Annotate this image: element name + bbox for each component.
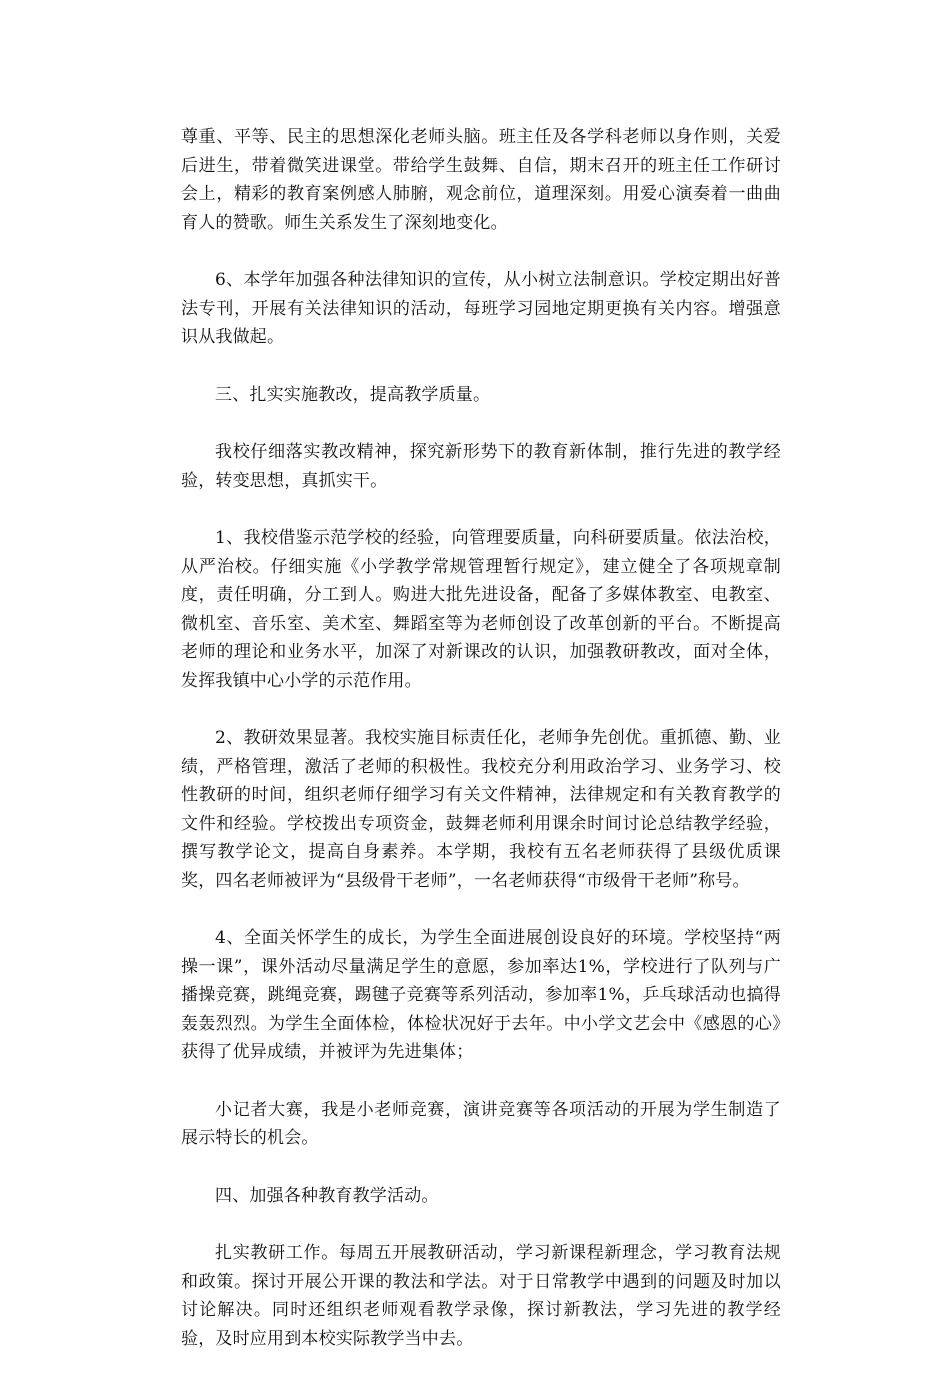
paragraph-teaching-reform: 我校仔细落实教改精神，探究新形势下的教育新体制，推行先进的教学经验，转变思想，真抓实干。 (181, 442, 781, 491)
paragraph-continuation: 尊重、平等、民主的思想深化老师头脑。班主任及各学科老师以身作则，关爱后进生，带着微笑进课堂。带给学生鼓舞、自信，期末召开的班主任工作研讨会上，精彩的教育案例感人肺腑，观念前位，道理深刻。用爱心演奏着一曲曲育人的赞歌。师生关系发生了深刻地变化。 (181, 127, 781, 233)
paragraph-item-1-management: 1、我校借鉴示范学校的经验，向管理要质量，向科研要质量。依法治校，从严治校。仔细实施《小学教学常规管理暂行规定》，建立健全了各项规章制度，责任明确，分工到人。购进大批先进设备，配备了多媒体教室、电教室、微机室、音乐室、美术室、舞蹈室等为老师创设了改革创新的平台。不断提高老师的理论和业务水平，加深了对新课改的认识，加强教研教改，面对全体，发挥我镇中心小学的示范作用。 (181, 528, 781, 691)
section-heading-4: 四、加强各种教育教学活动。 (215, 1185, 439, 1206)
paragraph-teaching-research: 扎实教研工作。每周五开展教研活动，学习新课程新理念，学习教育法规和政策。探讨开展公开课的教法和学法。对于日常教学中遇到的问题及时加以讨论解决。同时还组织老师观看教学录像，探讨新教法，学习先进的教学经验，及时应用到本校实际教学当中去。 (181, 1243, 781, 1349)
paragraph-item-6-law-education: 6、本学年加强各种法律知识的宣传，从小树立法制意识。学校定期出好普法专刊，开展有关法律知识的活动，每班学习园地定期更换有关内容。增强意识从我做起。 (181, 270, 781, 347)
section-heading-3: 三、扎实实施教改，提高教学质量。 (215, 384, 491, 405)
paragraph-item-4-student-care: 4、全面关怀学生的成长，为学生全面进展创设良好的环境。学校坚持“两操一课”，课外活动尽量满足学生的意愿，参加率达1%，学校进行了队列与广播操竞赛，跳绳竞赛，踢毽子竞赛等系列活动，参加率1%，乒乓球活动也搞得轰轰烈烈。为学生全面体检，体检状况好于去年。中小学文艺会中《感恩的心》获得了优异成绩，并被评为先进集体； (181, 928, 781, 1062)
paragraph-item-2-research: 2、教研效果显著。我校实施目标责任化，老师争先创优。重抓德、勤、业绩，严格管理，激活了老师的积极性。我校充分利用政治学习、业务学习、校性教研的时间，组织老师仔细学习有关文件精神，法律规定和有关教育教学的文件和经验。学校拨出专项资金，鼓舞老师利用课余时间讨论总结教学经验，撰写教学论文，提高自身素养。本学期，我校有五名老师获得了县级优质课奖，四名老师被评为“县级骨干老师”，一名老师获得“市级骨干老师”称号。 (181, 728, 781, 891)
document-body (181, 123, 781, 1382)
paragraph-student-activities: 小记者大赛，我是小老师竞赛，演讲竞赛等各项活动的开展为学生制造了展示特长的机会。 (181, 1099, 781, 1148)
